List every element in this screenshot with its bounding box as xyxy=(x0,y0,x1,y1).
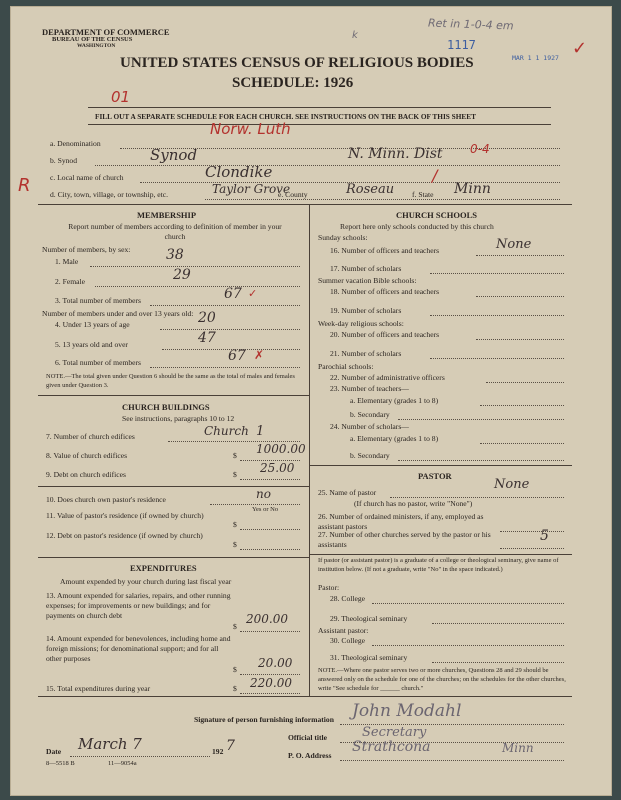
signature-value: John Modahl xyxy=(352,701,462,721)
pastor-note: NOTE.—Where one pastor serves two or more churches, Questions 28 and 29 should be answered only on the schedule for one of the churches; on the schedules for the other churches, write "See schedule for ______ church." xyxy=(318,667,566,692)
q7-value: 1 xyxy=(256,424,265,439)
summer-heading: Summer vacation Bible schools: xyxy=(318,276,417,285)
q5-label: 5. 13 years old and over xyxy=(55,340,128,349)
yes-or-no-hint: Yes or No xyxy=(252,506,279,513)
q16-label: 16. Number of officers and teachers xyxy=(330,246,440,255)
synod-value: Synod xyxy=(150,146,198,164)
date-label: Date xyxy=(46,747,62,756)
q17-label: 17. Number of scholars xyxy=(330,264,402,273)
q5-value: 47 xyxy=(198,330,216,346)
form-number: 8—5518 B xyxy=(46,760,75,767)
county-value: Roseau xyxy=(346,182,395,197)
q8-value: 1000.00 xyxy=(256,442,306,456)
city-label: d. City, town, village, or township, etc. xyxy=(50,190,169,199)
by-sex-heading: Number of members, by sex: xyxy=(42,245,131,254)
q31-label: 31. Theological seminary xyxy=(330,653,408,662)
buildings-title: CHURCH BUILDINGS xyxy=(122,402,210,412)
red-code: 01 xyxy=(111,88,131,106)
form-title: UNITED STATES CENSUS OF RELIGIOUS BODIES xyxy=(120,55,474,71)
q6-label: 6. Total number of members xyxy=(55,358,142,367)
official-title-value: Secretary xyxy=(362,725,427,740)
red-check-church: / xyxy=(432,166,438,185)
year-value: 7 xyxy=(226,738,235,754)
state-value: Minn xyxy=(454,181,491,197)
q15-label: 15. Total expenditures during year xyxy=(46,684,151,693)
assistant-subheading: Assistant pastor: xyxy=(318,626,369,635)
instruction-line: FILL OUT A SEPARATE SCHEDULE FOR EACH CHURCH. SEE INSTRUCTIONS ON THE BACK OF THIS SHEET xyxy=(95,112,477,121)
membership-intro: Report number of members according to definition of member in your church xyxy=(68,222,282,241)
q9-value: 25.00 xyxy=(260,461,295,475)
q1-value: 38 xyxy=(166,247,184,263)
dept-heading: DEPARTMENT OF COMMERCE xyxy=(42,27,170,37)
q23a-label: a. Elementary (grades 1 to 8) xyxy=(350,396,439,405)
pastor-subheading: Pastor: xyxy=(318,583,340,592)
q4-label: 4. Under 13 years of age xyxy=(55,320,130,329)
q30-label: 30. College xyxy=(330,636,366,645)
q1-label: 1. Male xyxy=(55,257,79,266)
q25-note: (If church has no pastor, write "None") xyxy=(354,499,473,508)
q28-label: 28. College xyxy=(330,594,366,603)
schools-intro: Report here only schools conducted by this church xyxy=(340,222,494,231)
parochial-heading: Parochial schools: xyxy=(318,362,374,371)
q7-type: Church xyxy=(204,424,249,438)
membership-title: MEMBERSHIP xyxy=(137,210,197,220)
buildings-intro: See instructions, paragraphs 10 to 12 xyxy=(122,414,235,423)
q25-label: 25. Name of pastor xyxy=(318,488,377,497)
official-title-label: Official title xyxy=(288,733,328,742)
address-value: Strathcona xyxy=(352,739,431,755)
q29-label: 29. Theological seminary xyxy=(330,614,408,623)
q27-value: 5 xyxy=(540,528,549,544)
red-check-mark: ✓ xyxy=(572,38,588,59)
q7-label: 7. Number of church edifices xyxy=(46,432,135,441)
city-value: Taylor Grove xyxy=(212,182,291,196)
q3-label: 3. Total number of members xyxy=(55,296,142,305)
q3-check: ✓ xyxy=(248,287,258,300)
address-label: P. O. Address xyxy=(288,751,332,760)
q24a-label: a. Elementary (grades 1 to 8) xyxy=(350,434,439,443)
q13-value: 200.00 xyxy=(246,612,288,626)
received-stamp: MAR 1 1 1927 xyxy=(512,54,559,62)
q10-label: 10. Does church own pastor's residence xyxy=(46,495,166,504)
q21-label: 21. Number of scholars xyxy=(330,349,402,358)
church-name-value: Clondike xyxy=(205,163,273,181)
q19-label: 19. Number of scholars xyxy=(330,306,402,315)
district-code: 0-4 xyxy=(470,142,490,156)
denomination-value: Norw. Luth xyxy=(210,120,291,138)
q2-value: 29 xyxy=(173,267,191,283)
q6-check: ✗ xyxy=(254,348,265,362)
q23-label: 23. Number of teachers— xyxy=(330,384,409,393)
age-heading: Number of members under and over 13 years old: xyxy=(42,309,194,318)
q23b-label: b. Secondary xyxy=(350,410,390,419)
pastor-title: PASTOR xyxy=(418,471,452,481)
q24b-label: b. Secondary xyxy=(350,451,390,460)
membership-note: NOTE.—The total given under Question 6 should be the same as the total of males and females given under Question 3. xyxy=(46,373,295,389)
expenditures-intro: Amount expended by your church during last fiscal year xyxy=(60,577,232,586)
q10-value: no xyxy=(256,487,271,501)
synod-label: b. Synod xyxy=(50,156,78,165)
church-name-label: c. Local name of church xyxy=(50,173,124,182)
q13-label: 13. Amount expended for salaries, repairs, and other running expenses; for improvements or new buildings; and for payments on church debt xyxy=(46,591,231,620)
q24-label: 24. Number of scholars— xyxy=(330,422,409,431)
sunday-heading: Sunday schools: xyxy=(318,233,368,242)
q11-label: 11. Value of pastor's residence (if owned by church) xyxy=(46,511,204,520)
county-label: e. County xyxy=(278,190,308,199)
pencil-mark-k: k xyxy=(352,30,358,41)
date-value: March 7 xyxy=(78,735,142,753)
district-value: N. Minn. Dist xyxy=(348,146,443,162)
year-prefix: 192 xyxy=(212,747,224,756)
signature-label: Signature of person furnishing information xyxy=(194,715,334,724)
city-heading: WASHINGTON xyxy=(77,43,116,49)
q16-value: None xyxy=(496,237,532,252)
denomination-label: a. Denomination xyxy=(50,139,101,148)
q14-value: 20.00 xyxy=(258,656,293,670)
address-state: Minn xyxy=(502,741,534,755)
schools-title: CHURCH SCHOOLS xyxy=(396,210,477,220)
q12-label: 12. Debt on pastor's residence (if owned by church) xyxy=(46,531,203,540)
q15-value: 220.00 xyxy=(250,676,292,690)
q18-label: 18. Number of officers and teachers xyxy=(330,287,440,296)
bureau-heading: BUREAU OF THE CENSUS xyxy=(52,36,133,43)
q14-label: 14. Amount expended for benevolences, including home and foreign missions; for denominational support; and for all other purposes xyxy=(46,634,231,663)
q27-label: 27. Number of other churches served by the pastor or his assistants xyxy=(318,530,491,549)
weekday-heading: Week-day religious schools: xyxy=(318,319,404,328)
q4-value: 20 xyxy=(198,310,216,326)
r-mark: R xyxy=(18,175,31,196)
schedule-title: SCHEDULE: 1926 xyxy=(232,75,354,91)
serial-number: 1117 xyxy=(447,38,476,52)
q22-label: 22. Number of administrative officers xyxy=(330,373,445,382)
q26-label: 26. Number of ordained ministers, if any, employed as assistant pastors xyxy=(318,512,484,531)
graduate-note: If pastor (or assistant pastor) is a graduate of a college or theological seminary, give name of institution below. (If not a graduate, write "No" in the space indicated.) xyxy=(318,557,559,573)
q3-value: 67 xyxy=(224,286,242,302)
pencil-note: Ret in 1-0-4 em xyxy=(427,16,514,33)
state-label: f. State xyxy=(412,190,434,199)
q8-label: 8. Value of church edifices xyxy=(46,451,128,460)
q20-label: 20. Number of officers and teachers xyxy=(330,330,440,339)
q25-value: None xyxy=(494,477,530,492)
q9-label: 9. Debt on church edifices xyxy=(46,470,126,479)
form-number-2: 11—9054a xyxy=(108,760,137,767)
q2-label: 2. Female xyxy=(55,277,85,286)
q6-value: 67 xyxy=(228,348,246,364)
expenditures-title: EXPENDITURES xyxy=(130,563,197,573)
